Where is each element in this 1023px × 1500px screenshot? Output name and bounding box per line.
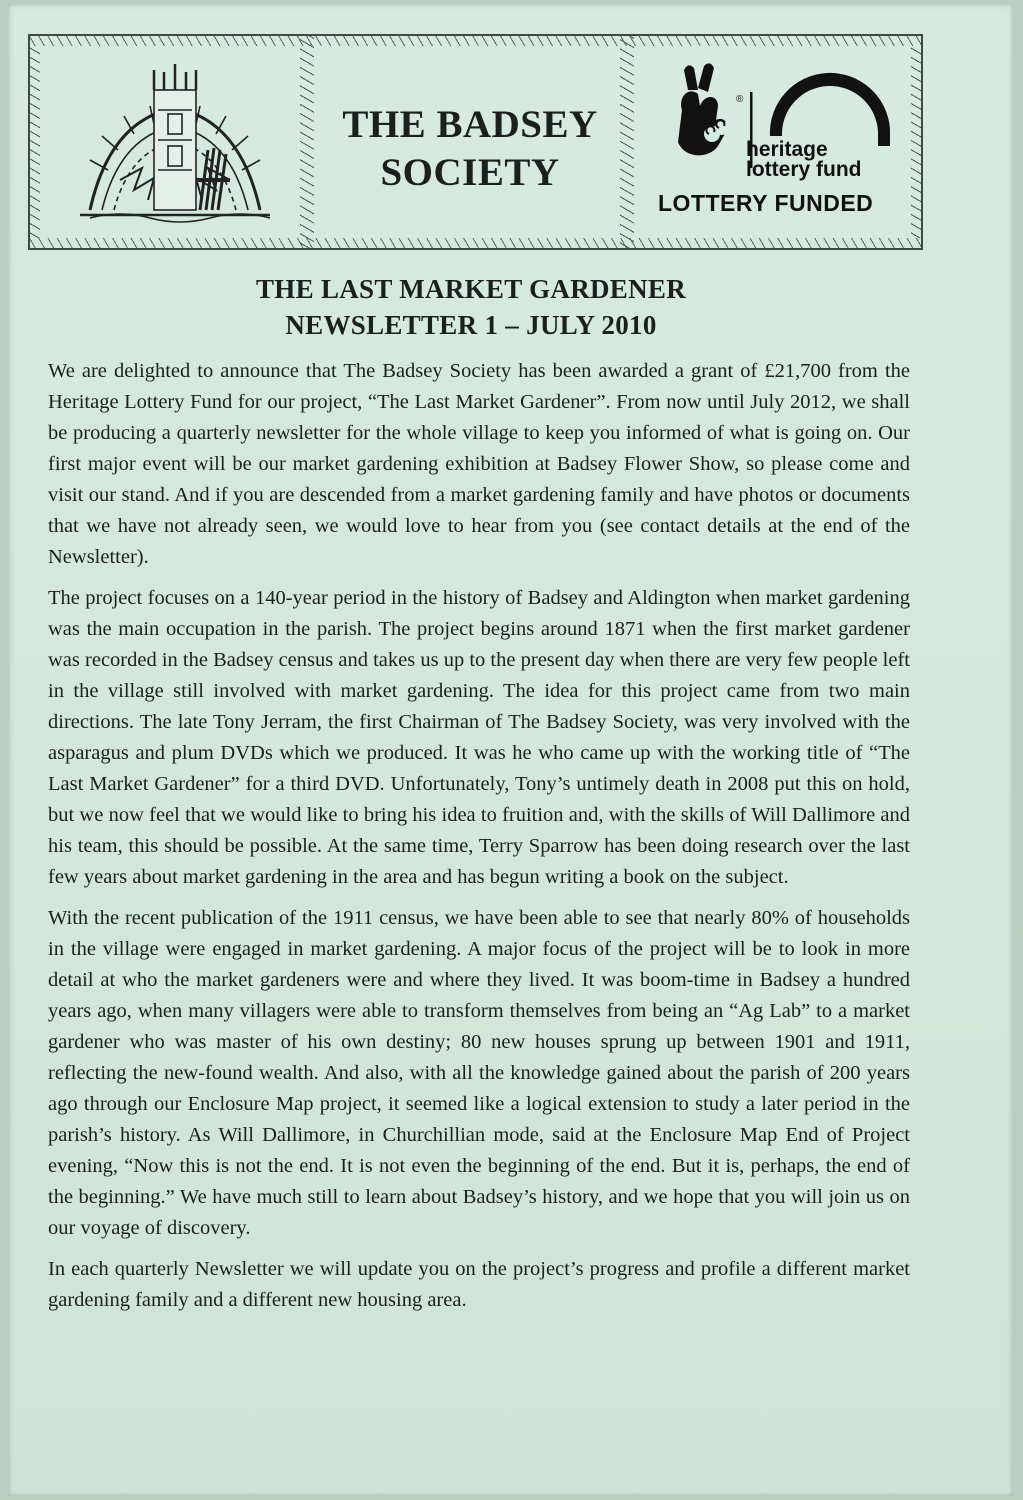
society-title-line2: SOCIETY [380,151,560,194]
newsletter-title: THE LAST MARKET GARDENER [255,274,687,304]
decorative-border-top [30,36,921,46]
decorative-border-right [911,46,921,238]
badsey-society-logo [50,50,300,226]
registered-trademark-mark: ® [736,94,744,105]
decorative-border-left [30,46,40,238]
newsletter-masthead [28,34,923,250]
lottery-funded-label: LOTTERY FUNDED [658,190,874,216]
society-title-line1: THE BADSEY [342,103,598,146]
church-tower-emblem-icon [50,50,300,226]
society-title-block [320,50,620,226]
body-paragraph: The project focuses on a 140-year period in the history of Badsey and Aldington when market gardening was the main occupation in the parish. The project begins around 1871 when the first market gardener was recorded in the Badsey census and takes us up to the present day when there are very few people left in the village still involved with market gardening. The idea for this project came from two main directions. The late Tony Jerram, the first Chairman of The Badsey Society, was very involved with the asparagus and plum DVDs which we produced. It was he who came up with the working title of “The Last Market Gardener” for a third DVD. Unfortunately, Tony’s untimely death in 2008 put this on hold, but we now feel that we would like to bring his idea to fruition and, with the skills of Will Dallimore and his team, this should be possible. At the same time, Terry Sparrow has been doing research over the last few years about market gardening in the area and has begun writing a book on the subject. [48,587,910,888]
heritage-word: heritage [746,138,828,161]
heritage-lottery-fund-wordmark [746,140,862,180]
decorative-divider [620,36,634,248]
newsletter-body [48,356,910,1326]
decorative-divider [300,36,314,248]
heritage-lottery-fund-logo [638,50,900,226]
body-paragraph: We are delighted to announce that The Badsey Society has been awarded a grant of £21,700 from the Heritage Lottery Fund for our project, “The Last Market Gardener”. From now until July 2012, we shall be producing a quarterly newsletter for the whole village to keep you informed of what is going on. Our first major event will be our market gardening exhibition at Badsey Flower Show, so please come and visit our stand. And if you are descended from a market gardening family and have photos or documents that we have not already seen, we would love to hear from you (see contact details at the end of the Newsletter). [48,360,910,568]
body-paragraph: With the recent publication of the 1911 census, we have been able to see that nearly 80% of households in the village were engaged in market gardening. A major focus of the project will be to look in more detail at who the market gardeners were and where they lived. It was boom-time in Badsey a hundred years ago, when many villagers were able to transform themselves from being an “Ag Lab” to a market gardener who was master of his own destiny; 80 new houses sprung up between 1901 and 1911, reflecting the new-found wealth. And also, with all the knowledge gained about the parish of 200 years ago through our Enclosure Map project, it seemed like a logical extension to study a later period in the parish’s history. As Will Dallimore, in Churchillian mode, said at the Enclosure Map End of Project evening, “Now this is not the end. It is not even the beginning of the end. But it is, perhaps, the end of the beginning.” We have much still to learn about Badsey’s history, and we hope that you will join us on our voyage of discovery. [48,907,910,1239]
body-paragraph: In each quarterly Newsletter we will update you on the project’s progress and profile a different market gardening family and a different new housing area. [48,1258,910,1311]
lottery-fund-word: lottery fund [746,158,862,181]
newsletter-page [8,4,1013,1496]
newsletter-issue-date: NEWSLETTER 1 – JULY 2010 [285,310,657,340]
decorative-border-bottom [30,238,921,248]
